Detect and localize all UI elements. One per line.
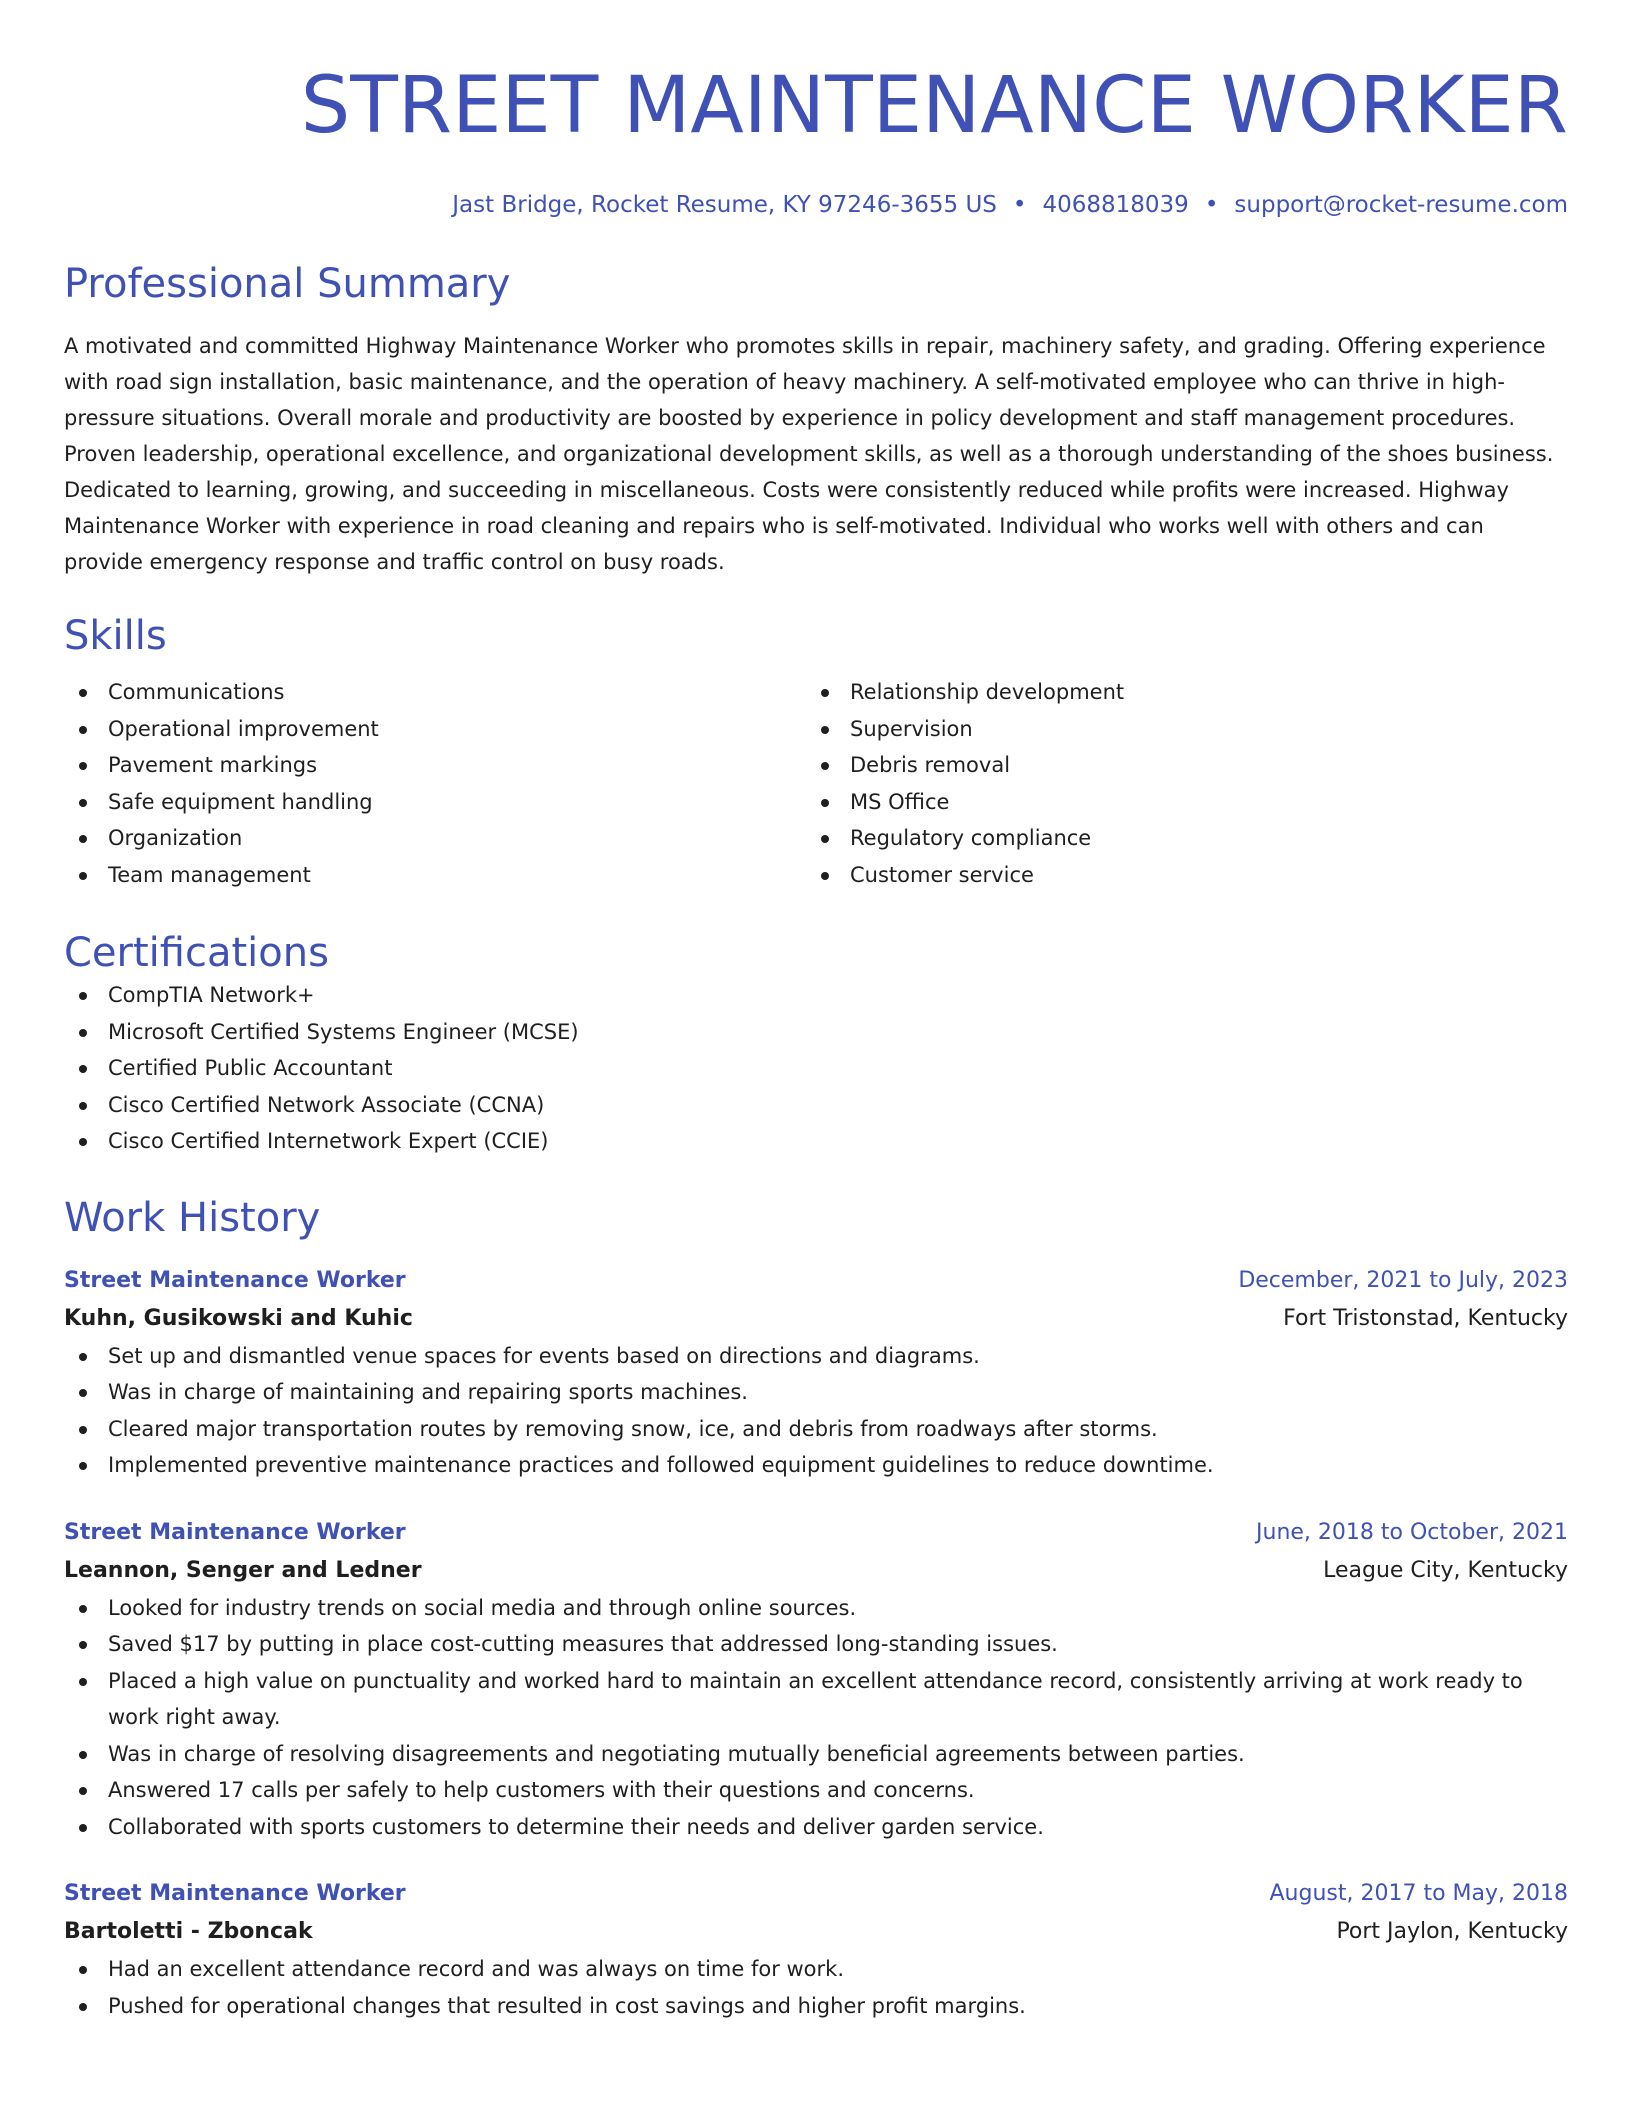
job-bullets (64, 1951, 1568, 2024)
contact-email: support@rocket-resume.com (1234, 192, 1568, 218)
resume-page (64, 0, 1568, 2024)
summary-heading: Professional Summary (64, 261, 511, 307)
job-company-row (64, 1552, 1568, 1590)
job-dates: August, 2017 to May, 2018 (1269, 1881, 1568, 1906)
skill-item: Pavement markings (64, 747, 806, 784)
job-location: Port Jaylon, Kentucky (1336, 1919, 1568, 1944)
job-dates: December, 2021 to July, 2023 (1238, 1267, 1568, 1293)
job-bullets (64, 1590, 1568, 1846)
work-history-heading: Work History (64, 1194, 321, 1241)
job-bullet: Looked for industry trends on social media and through online sources. (64, 1590, 1568, 1627)
skill-item: Relationship development (806, 674, 1548, 711)
contact-separator: • (1204, 192, 1219, 218)
skill-item: Regulatory compliance (806, 820, 1548, 857)
skill-item: Organization (64, 820, 806, 857)
summary-text: A motivated and committed Highway Maintenance Worker who promotes skills in repair, machinery safety, and grading. Offering experience with road sign installation, basic maintenance, and the operation of heavy machinery. A self-motivated employee who can thrive in high-pressure situations. Overall morale and productivity are boosted by experience in policy development and staff management procedures. Proven leadership, operational excellence, and organizational development skills, as well as a thorough understanding of the shoes business. Dedicated to learning, growing, and succeeding in miscellaneous. Costs were consistently reduced while profits were increased. Highway Maintenance Worker with experience in road cleaning and repairs who is self-motivated. Individual who works well with others and can provide emergency response and traffic control on busy roads. (64, 334, 1554, 574)
skill-item: Debris removal (806, 747, 1548, 784)
job-bullet: Placed a high value on punctuality and worked hard to maintain an excellent attendance record, consistently arriving at work ready to work right away. (64, 1663, 1568, 1736)
job-entry (64, 1262, 1568, 1484)
certification-item: Certified Public Accountant (64, 1050, 1568, 1087)
job-company: Leannon, Senger and Ledner (64, 1557, 422, 1583)
job-company: Bartoletti - Zboncak (64, 1919, 313, 1944)
job-title: Street Maintenance Worker (64, 1519, 406, 1545)
job-dates: June, 2018 to October, 2021 (1256, 1519, 1568, 1545)
certifications-heading: Certifications (64, 930, 329, 976)
job-bullet: Answered 17 calls per safely to help customers with their questions and concerns. (64, 1772, 1568, 1809)
certification-item: CompTIA Network+ (64, 977, 1568, 1014)
job-company-row (64, 1300, 1568, 1338)
contact-separator: • (1012, 192, 1027, 218)
certification-item: Microsoft Certified Systems Engineer (MCSE) (64, 1014, 1568, 1051)
job-entry (64, 1514, 1568, 1846)
contact-address: Jast Bridge, Rocket Resume, KY 97246-3655 US (452, 192, 997, 218)
skill-item: Customer service (806, 857, 1548, 894)
job-bullet: Saved $17 by putting in place cost-cutting measures that addressed long-standing issues. (64, 1626, 1568, 1663)
skill-item: MS Office (806, 784, 1548, 821)
job-bullet: Cleared major transportation routes by removing snow, ice, and debris from roadways after storms. (64, 1411, 1568, 1448)
skills-list-left (64, 674, 806, 893)
skill-item: Communications (64, 674, 806, 711)
skills-grid (64, 674, 1568, 893)
job-bullet: Implemented preventive maintenance practices and followed equipment guidelines to reduce downtime. (64, 1447, 1568, 1484)
job-bullet: Set up and dismantled venue spaces for events based on directions and diagrams. (64, 1338, 1568, 1375)
job-bullet: Had an excellent attendance record and was always on time for work. (64, 1951, 1568, 1988)
job-bullet: Pushed for operational changes that resulted in cost savings and higher profit margins. (64, 1988, 1568, 2025)
job-location: League City, Kentucky (1323, 1557, 1568, 1583)
skill-item: Team management (64, 857, 806, 894)
contact-phone: 4068818039 (1042, 192, 1189, 218)
job-bullet: Was in charge of resolving disagreements and negotiating mutually beneficial agreements between parties. (64, 1736, 1568, 1773)
job-bullet: Was in charge of maintaining and repairing sports machines. (64, 1374, 1568, 1411)
skill-item: Supervision (806, 711, 1548, 748)
certification-item: Cisco Certified Internetwork Expert (CCIE) (64, 1123, 1568, 1160)
job-company-row (64, 1913, 1568, 1951)
resume-name: STREET MAINTENANCE WORKER (300, 61, 1568, 151)
job-title: Street Maintenance Worker (64, 1267, 406, 1293)
job-header-row (64, 1875, 1568, 1913)
contact-line (64, 190, 1568, 220)
job-entry (64, 1875, 1568, 2024)
job-header-row (64, 1514, 1568, 1552)
job-title: Street Maintenance Worker (64, 1881, 406, 1906)
job-header-row (64, 1262, 1568, 1300)
job-bullet: Collaborated with sports customers to determine their needs and deliver garden service. (64, 1809, 1568, 1846)
job-location: Fort Tristonstad, Kentucky (1283, 1305, 1568, 1331)
certification-item: Cisco Certified Network Associate (CCNA) (64, 1087, 1568, 1124)
skill-item: Safe equipment handling (64, 784, 806, 821)
certifications-list (64, 977, 1568, 1160)
skills-heading: Skills (64, 613, 167, 659)
job-company: Kuhn, Gusikowski and Kuhic (64, 1305, 413, 1331)
skill-item: Operational improvement (64, 711, 806, 748)
job-bullets (64, 1338, 1568, 1484)
skills-list-right (806, 674, 1548, 893)
